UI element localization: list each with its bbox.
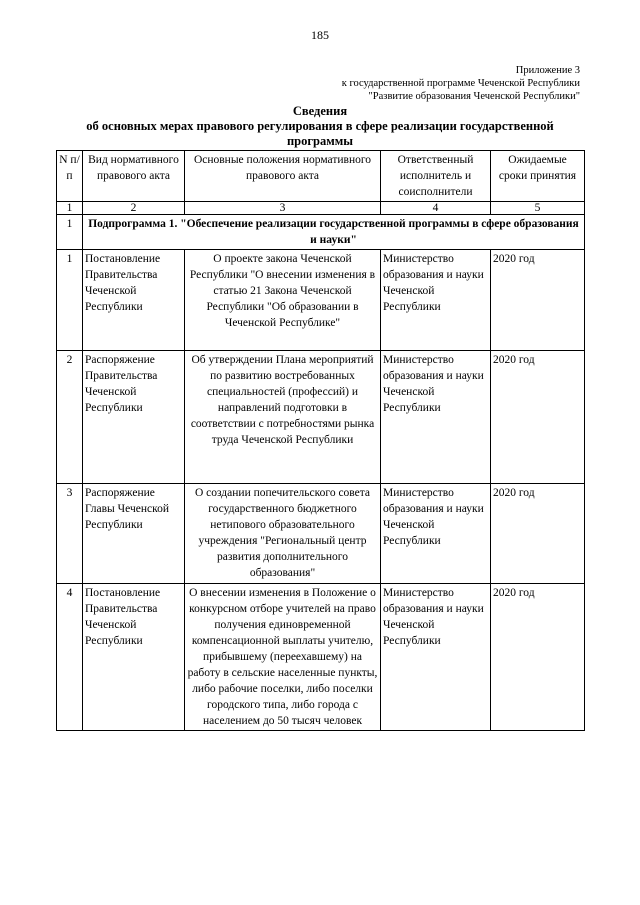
subprogram-title: Подпрограмма 1. "Обеспечение реализации государственной программы в сфере образования и науки" xyxy=(83,215,585,250)
row-num: 1 xyxy=(57,250,83,351)
header-responsible: Ответственный исполнитель и соисполнители xyxy=(381,151,491,202)
page-number: 185 xyxy=(311,28,329,42)
column-number-row xyxy=(57,202,585,215)
row-responsible: Министерство образования и науки Чеченской Республики xyxy=(381,250,491,351)
title-line-2: об основных мерах правового регулирования в сфере реализации государственной программы xyxy=(86,119,554,148)
document-title xyxy=(55,104,585,149)
row-num: 2 xyxy=(57,351,83,484)
row-num: 4 xyxy=(57,584,83,731)
row-act-type: Распоряжение Правительства Чеченской Республики xyxy=(83,351,185,484)
subprogram-row xyxy=(57,215,585,250)
row-deadline: 2020 год xyxy=(491,484,585,584)
appendix-line-1: Приложение 3 xyxy=(515,65,580,76)
row-deadline: 2020 год xyxy=(491,351,585,484)
appendix-line-3: "Развитие образования Чеченской Республики" xyxy=(368,91,580,102)
row-act-type: Распоряжение Главы Чеченской Республики xyxy=(83,484,185,584)
measures-table xyxy=(56,150,585,731)
header-num: N п/п xyxy=(57,151,83,202)
column-number: 3 xyxy=(185,202,381,215)
row-responsible: Министерство образования и науки Чеченской Республики xyxy=(381,351,491,484)
header-row xyxy=(57,151,585,202)
header-act-type: Вид нормативного правового акта xyxy=(83,151,185,202)
row-provisions: О проекте закона Чеченской Республики "О внесении изменения в статью 21 Закона Чеченской Республики "Об образовании в Чеченской Республике" xyxy=(185,250,381,351)
table-row xyxy=(57,584,585,731)
row-deadline: 2020 год xyxy=(491,250,585,351)
row-responsible: Министерство образования и науки Чеченской Республики xyxy=(381,484,491,584)
appendix-note xyxy=(342,64,580,103)
subprogram-num: 1 xyxy=(57,215,83,250)
header-deadline: Ожидаемые сроки принятия xyxy=(491,151,585,202)
row-responsible: Министерство образования и науки Чеченской Республики xyxy=(381,584,491,731)
row-deadline: 2020 год xyxy=(491,584,585,731)
column-number: 5 xyxy=(491,202,585,215)
row-act-type: Постановление Правительства Чеченской Республики xyxy=(83,250,185,351)
table-row xyxy=(57,250,585,351)
header-provisions: Основные положения нормативного правового акта xyxy=(185,151,381,202)
table-row xyxy=(57,484,585,584)
table-row xyxy=(57,351,585,484)
row-provisions: Об утверждении Плана мероприятий по развитию востребованных специальностей (профессий) и направлений подготовки в соответствии с потребностями рынка труда Чеченской Республики xyxy=(185,351,381,484)
column-number: 1 xyxy=(57,202,83,215)
column-number: 4 xyxy=(381,202,491,215)
appendix-line-2: к государственной программе Чеченской Республики xyxy=(341,78,580,89)
row-provisions: О внесении изменения в Положение о конкурсном отборе учителей на право получения единовременной компенсационной выплаты учителю, прибывшему (переехавшему) на работу в сельские населенные пункты, либо рабочие поселки, либо поселки городского типа, либо города с населением до 50 тысяч человек xyxy=(185,584,381,731)
row-act-type: Постановление Правительства Чеченской Республики xyxy=(83,584,185,731)
row-provisions: О создании попечительского совета государственного бюджетного нетипового образовательного учреждения "Региональный центр развития дополнительного образования" xyxy=(185,484,381,584)
column-number: 2 xyxy=(83,202,185,215)
row-num: 3 xyxy=(57,484,83,584)
title-line-1: Сведения xyxy=(292,104,348,118)
